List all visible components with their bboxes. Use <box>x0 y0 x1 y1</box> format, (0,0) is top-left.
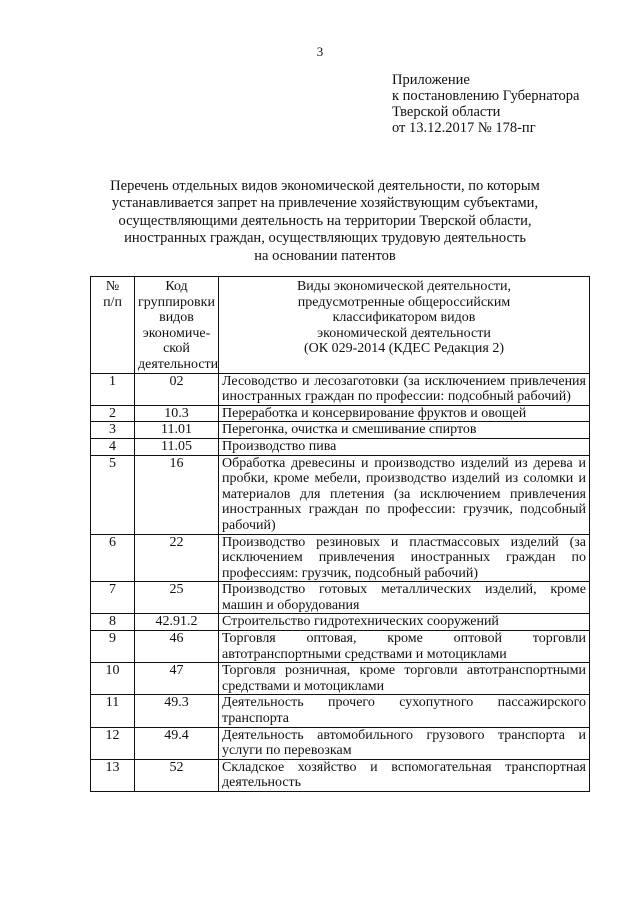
table-row <box>91 727 590 759</box>
cell-number: 2 <box>91 405 135 422</box>
title-line: Перечень отдельных видов экономической деятельности, по которым <box>110 178 540 194</box>
cell-activity: Торговля оптовая, кроме оптовой торговли автотранспортными средствами и мотоциклами <box>219 631 590 663</box>
table-row <box>91 455 590 534</box>
cell-number: 10 <box>91 663 135 695</box>
table-row <box>91 438 590 455</box>
cell-number: 8 <box>91 614 135 631</box>
table-row <box>91 373 590 405</box>
table-row <box>91 405 590 422</box>
cell-number: 9 <box>91 631 135 663</box>
cell-code: 22 <box>135 534 219 582</box>
cell-code: 11.01 <box>135 422 219 439</box>
cell-code: 49.4 <box>135 727 219 759</box>
cell-number: 5 <box>91 455 135 534</box>
cell-activity: Деятельность прочего сухопутного пассажирского транспорта <box>219 695 590 727</box>
page-number: 3 <box>316 44 324 59</box>
table-row <box>91 534 590 582</box>
header-code: Код группировки видов экономиче- ской деятельности <box>135 277 219 374</box>
title-line: устанавливается запрет на привлечение хозяйствующим субъектами, <box>111 195 539 212</box>
activities-table <box>90 276 590 792</box>
cell-code: 52 <box>135 759 219 791</box>
cell-activity: Обработка древесины и производство изделий из дерева и пробки, кроме мебели, производство изделий из соломки и материалов для плетения (за исключением привлечения иностранных граждан по профессии: грузчик, подсобный рабочий) <box>219 455 590 534</box>
cell-code: 42.91.2 <box>135 614 219 631</box>
title-line: осуществляющими деятельность на территории Тверской области, <box>118 212 532 229</box>
table-row <box>91 631 590 663</box>
document-title <box>90 178 560 265</box>
cell-activity: Производство готовых металлических изделий, кроме машин и оборудования <box>219 582 590 614</box>
cell-code: 10.3 <box>135 405 219 422</box>
cell-number: 12 <box>91 727 135 759</box>
cell-activity: Переработка и консервирование фруктов и овощей <box>219 405 590 422</box>
appendix-line: к постановлению Губернатора <box>392 88 580 104</box>
table-row <box>91 695 590 727</box>
cell-activity: Складское хозяйство и вспомогательная транспортная деятельность <box>219 759 590 791</box>
cell-number: 4 <box>91 438 135 455</box>
cell-code: 02 <box>135 373 219 405</box>
cell-number: 1 <box>91 373 135 405</box>
appendix-line: Приложение <box>392 72 470 88</box>
cell-activity: Строительство гидротехнических сооружений <box>219 614 590 631</box>
header-number: № п/п <box>91 277 135 374</box>
appendix-line: Тверской области <box>392 104 501 120</box>
title-line: иностранных граждан, осуществляющих трудовую деятельность <box>124 230 526 247</box>
cell-activity: Производство резиновых и пластмассовых изделий (за исключением привлечения иностранных граждан по профессиям: грузчик, подсобный рабочий) <box>219 534 590 582</box>
cell-number: 13 <box>91 759 135 791</box>
table-row <box>91 582 590 614</box>
table-row <box>91 614 590 631</box>
cell-number: 7 <box>91 582 135 614</box>
cell-code: 11.05 <box>135 438 219 455</box>
appendix-block <box>392 72 579 136</box>
cell-code: 49.3 <box>135 695 219 727</box>
cell-number: 6 <box>91 534 135 582</box>
appendix-line: от 13.12.2017 № 178-пг <box>392 120 536 136</box>
cell-activity: Деятельность автомобильного грузового транспорта и услуги по перевозкам <box>219 727 590 759</box>
table-row <box>91 663 590 695</box>
cell-number: 3 <box>91 422 135 439</box>
cell-code: 16 <box>135 455 219 534</box>
table-row <box>91 759 590 791</box>
cell-code: 46 <box>135 631 219 663</box>
cell-activity: Торговля розничная, кроме торговли автотранспортными средствами и мотоциклами <box>219 663 590 695</box>
title-line: на основании патентов <box>254 247 396 264</box>
cell-activity: Производство пива <box>219 438 590 455</box>
cell-activity: Лесоводство и лесозаготовки (за исключением привлечения иностранных граждан по профессии: подсобный рабочий) <box>219 373 590 405</box>
header-activity: Виды экономической деятельности, предусмотренные общероссийским классификатором видов экономической деятельности (ОК 029-2014 (КДЕС Редакция 2) <box>219 277 590 374</box>
table-row <box>91 422 590 439</box>
cell-code: 47 <box>135 663 219 695</box>
cell-activity: Перегонка, очистка и смешивание спиртов <box>219 422 590 439</box>
table-header-row <box>91 277 590 374</box>
cell-code: 25 <box>135 582 219 614</box>
cell-number: 11 <box>91 695 135 727</box>
